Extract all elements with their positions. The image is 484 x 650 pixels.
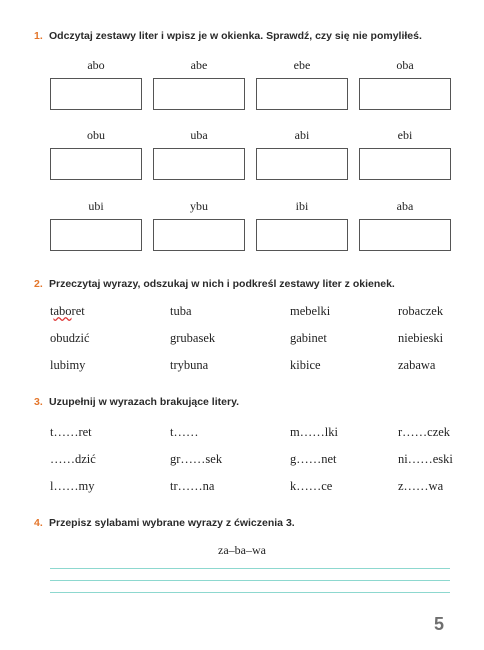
exercise-3-number: 3. xyxy=(34,396,43,408)
answer-box[interactable] xyxy=(256,148,348,180)
fill-in-word[interactable]: tr……na xyxy=(170,479,215,493)
answer-box[interactable] xyxy=(50,219,142,251)
word-list-exercise-2 xyxy=(50,304,460,374)
word: mebelki xyxy=(290,304,331,318)
syllable-grid-row-1 xyxy=(50,58,450,110)
answer-box[interactable] xyxy=(153,78,245,110)
word: obudzić xyxy=(50,331,90,345)
exercise-3-text: Uzupełnij w wyrazach brakujące litery. xyxy=(49,396,240,408)
word: robaczek xyxy=(398,304,444,318)
word: lubimy xyxy=(50,358,86,372)
word: kibice xyxy=(290,358,321,372)
fill-in-word[interactable]: r……czek xyxy=(398,425,451,439)
fill-in-word[interactable]: t……ret xyxy=(50,425,92,439)
fill-in-word[interactable]: gr……sek xyxy=(170,452,223,466)
answer-box[interactable] xyxy=(153,148,245,180)
page-number: 5 xyxy=(433,614,444,634)
syllable-label: ubi xyxy=(88,199,104,213)
word: tuba xyxy=(170,304,192,318)
exercise-1-instruction xyxy=(34,30,422,42)
exercise-4-number: 4. xyxy=(34,517,43,529)
syllable-label: abo xyxy=(87,58,105,72)
word: grubasek xyxy=(170,331,216,345)
writing-line[interactable] xyxy=(50,580,450,581)
fill-in-word[interactable]: k……ce xyxy=(290,479,333,493)
word-part: ret xyxy=(71,304,85,318)
syllable-label: oba xyxy=(396,58,414,72)
word: gabinet xyxy=(290,331,327,345)
syllable-grid-row-2 xyxy=(50,128,450,180)
syllable-label: uba xyxy=(190,128,208,142)
syllable-label: ybu xyxy=(190,199,208,213)
syllable-label: aba xyxy=(396,199,414,213)
word-example xyxy=(50,304,170,320)
fill-in-word[interactable]: g……net xyxy=(290,452,337,466)
answer-box[interactable] xyxy=(50,148,142,180)
exercise-4-text: Przepisz sylabami wybrane wyrazy z ćwiczenia 3. xyxy=(49,517,295,529)
syllable-label: abe xyxy=(190,58,208,72)
word-part: t xyxy=(50,304,54,318)
fill-in-word[interactable]: m……lki xyxy=(290,425,338,439)
exercise-1-text: Odczytaj zestawy liter i wpisz je w okienka. Sprawdź, czy się nie pomyliłeś. xyxy=(49,30,422,42)
fill-in-word[interactable]: t…… xyxy=(170,425,199,439)
writing-line[interactable] xyxy=(50,568,450,569)
answer-box[interactable] xyxy=(256,219,348,251)
syllable-grid-row-3 xyxy=(50,199,450,251)
answer-box[interactable] xyxy=(359,148,451,180)
writing-lines[interactable] xyxy=(50,568,450,604)
answer-box[interactable] xyxy=(256,78,348,110)
word: niebieski xyxy=(398,331,444,345)
syllable-label: obu xyxy=(87,128,105,142)
syllable-label: ebe xyxy=(293,58,311,72)
answer-box[interactable] xyxy=(50,78,142,110)
word-list-exercise-3 xyxy=(50,425,460,495)
exercise-2-instruction xyxy=(34,278,395,290)
underlined-syllable: abo xyxy=(53,304,72,318)
word: trybuna xyxy=(170,358,209,372)
exercise-4-instruction xyxy=(34,517,295,529)
exercise-3-instruction xyxy=(34,396,239,408)
writing-line[interactable] xyxy=(50,592,450,593)
fill-in-word[interactable]: ni……eski xyxy=(398,452,453,466)
syllable-example: za–ba–wa xyxy=(218,543,266,557)
exercise-1-number: 1. xyxy=(34,30,43,42)
exercise-2-number: 2. xyxy=(34,278,43,290)
answer-box[interactable] xyxy=(359,219,451,251)
word: zabawa xyxy=(398,358,436,372)
syllable-label: ebi xyxy=(397,128,413,142)
fill-in-word[interactable]: z……wa xyxy=(398,479,444,493)
fill-in-word[interactable]: ……dzić xyxy=(50,452,96,466)
syllable-label: ibi xyxy=(295,199,309,213)
syllable-label: abi xyxy=(294,128,310,142)
answer-box[interactable] xyxy=(359,78,451,110)
fill-in-word[interactable]: l……my xyxy=(50,479,95,493)
answer-box[interactable] xyxy=(153,219,245,251)
exercise-2-text: Przeczytaj wyrazy, odszukaj w nich i podkreśl zestawy liter z okienek. xyxy=(49,278,395,290)
